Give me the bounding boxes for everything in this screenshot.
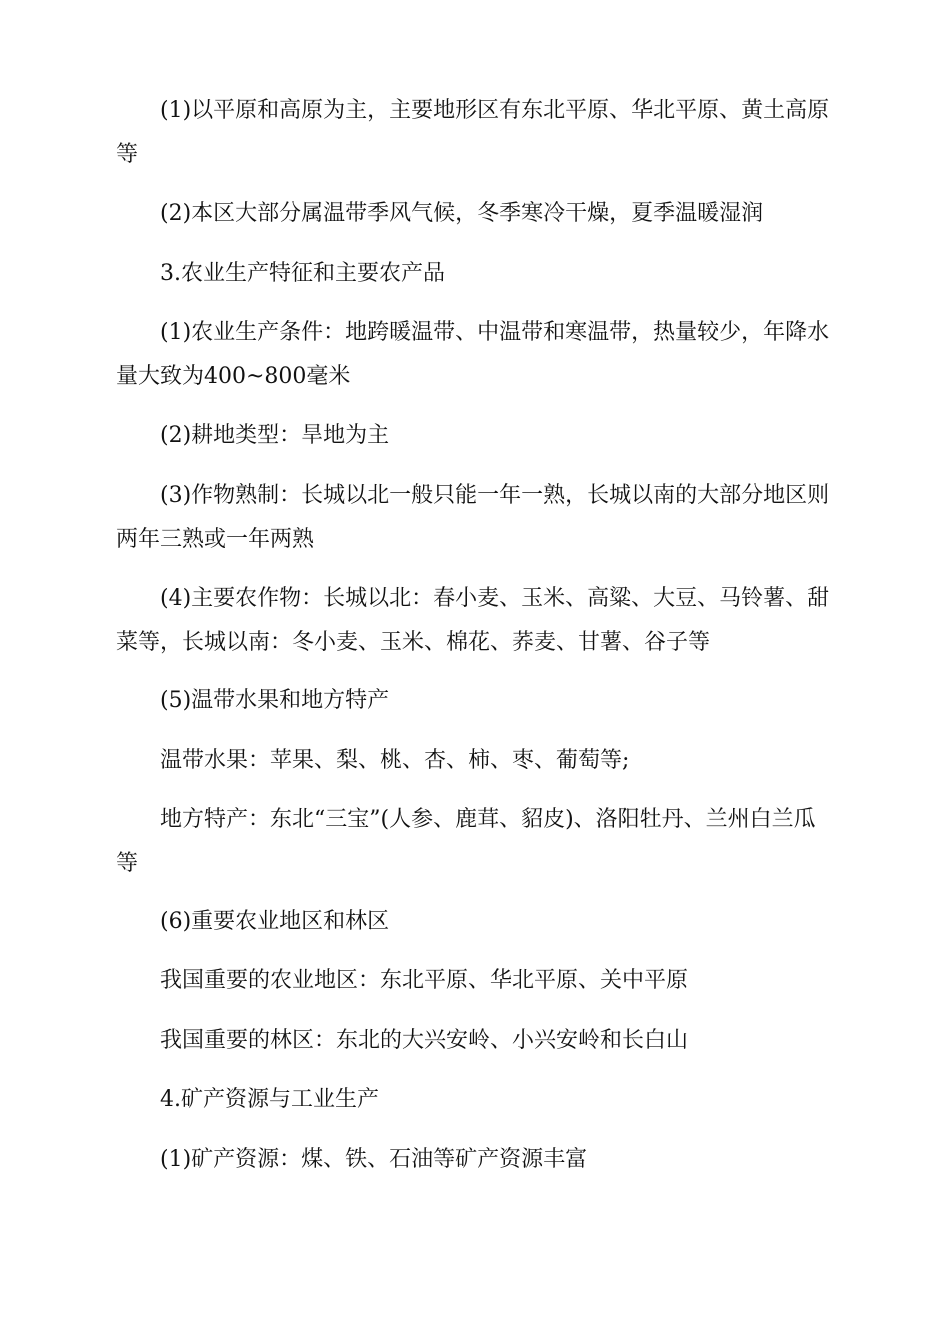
paragraph-cropping-system: (3)作物熟制：长城以北一般只能一年一熟，长城以南的大部分地区则两年三熟或一年两熟: [116, 483, 830, 552]
heading-agriculture: 3.农业生产特征和主要农产品: [160, 261, 445, 286]
paragraph-areas-heading: (6)重要农业地区和林区: [160, 909, 390, 934]
paragraph-temperate-fruits: 温带水果：苹果、梨、桃、杏、柿、枣、葡萄等;: [160, 748, 630, 773]
paragraph-agri-areas: 我国重要的农业地区：东北平原、华北平原、关中平原: [160, 968, 689, 993]
paragraph-mineral-resources: (1)矿产资源：煤、铁、石油等矿产资源丰富: [160, 1147, 588, 1172]
paragraph-farmland-type: (2)耕地类型：旱地为主: [160, 423, 390, 448]
heading-minerals-industry: 4.矿产资源与工业生产: [160, 1087, 379, 1112]
paragraph-local-specialties: 地方特产：东北“三宝”(人参、鹿茸、貂皮)、洛阳牡丹、兰州白兰瓜等: [116, 807, 816, 876]
paragraph-fruits-heading: (5)温带水果和地方特产: [160, 688, 390, 713]
paragraph-climate: (2)本区大部分属温带季风气候，冬季寒冷干燥，夏季温暖湿润: [160, 201, 764, 226]
paragraph-terrain: (1)以平原和高原为主，主要地形区有东北平原、华北平原、黄土高原等: [116, 98, 830, 167]
paragraph-forest-areas: 我国重要的林区：东北的大兴安岭、小兴安岭和长白山: [160, 1028, 689, 1053]
paragraph-main-crops: (4)主要农作物：长城以北：春小麦、玉米、高粱、大豆、马铃薯、甜菜等，长城以南：冬小麦、玉米、棉花、荞麦、甘薯、谷子等: [116, 586, 830, 655]
paragraph-agri-conditions: (1)农业生产条件：地跨暖温带、中温带和寒温带，热量较少，年降水量大致为400~800毫米: [116, 320, 830, 389]
